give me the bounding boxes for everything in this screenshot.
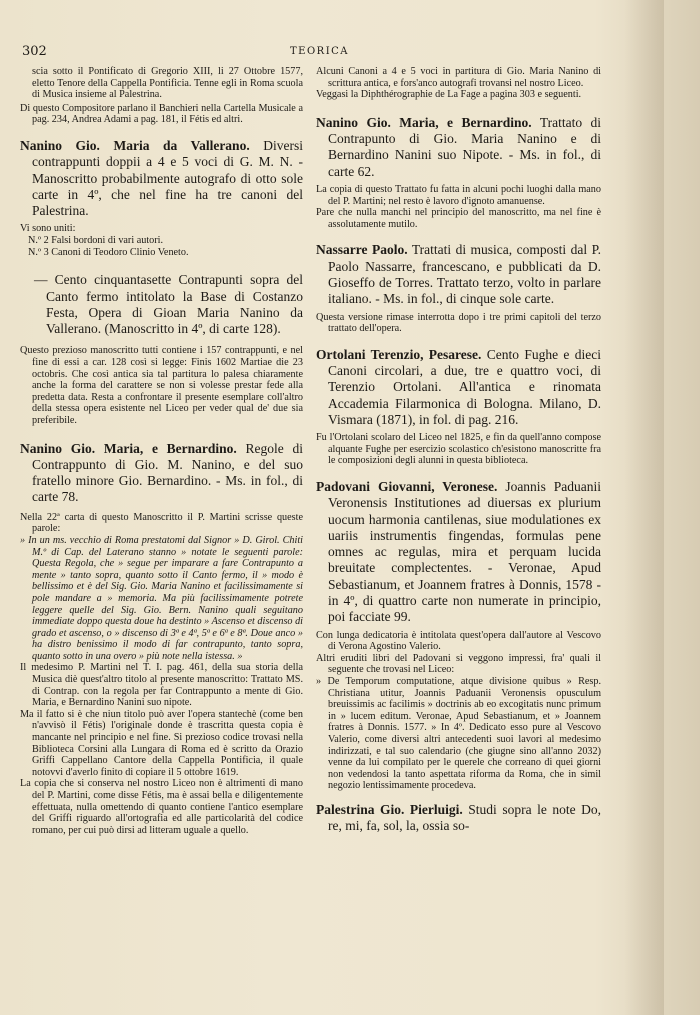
entry-text: Trattati di musica, composti dal P. Paolo Nassarre, francescano, e pubblicati da D. Gioseffo de Torres. Trattato terzo, volto in parlare italiano. - Ms. in fol., di cinque sole carte. <box>328 242 601 307</box>
catalog-entry <box>316 347 601 428</box>
note-paragraph: Vi sono uniti: <box>20 223 76 235</box>
entry-text: Studi sopra le note Do, re, mi, fa, sol, la, ossia so- <box>328 801 601 834</box>
note-paragraph: scia sotto il Pontificato di Gregorio XIII, li 27 Ottobre 1577, eletto Tenore della Cappella Pontificia. Tenne egli in Roma scuola di Musica insieme al Palestrina. <box>32 66 303 101</box>
entry-heading: Nanino Gio. Maria da Vallerano. <box>20 137 250 153</box>
catalog-entry <box>20 441 303 506</box>
entry-heading: Ortolani Terenzio, Pesarese. <box>316 346 482 362</box>
entry-text: Trattato di Contrapunto di Gio. Maria Nanino e di Bernardino Nanini suo Nipote. - Ms. in fol., di carte 62. <box>328 114 602 179</box>
note-paragraph: Altri eruditi libri del Padovani si veggono impressi, fra' quali il seguente che trovasi nel Liceo: <box>316 652 601 676</box>
note-paragraph: N.º 3 Canoni di Teodoro Clinio Veneto. <box>28 246 189 258</box>
running-head: TEORICA <box>290 46 350 57</box>
note-paragraph: La copia che si conserva nel nostro Liceo non è altrimenti di mano del P. Martini, come disse Fétis, ma è assai bella e diligentemente effettuata, nulla omettendo di quanto contiene l'antico esemplare del Griffi riguardo all'ortografia ed alle particolarità del codice romano, per cui può dirsi ad litteram uguale a quello. <box>20 778 303 836</box>
catalog-entry <box>316 242 601 307</box>
entry-heading: Nanino Gio. Maria, e Bernardino. <box>20 440 237 456</box>
note-paragraph: Veggasi la Diphthérographie de La Fage a pagina 303 e seguenti. <box>316 89 582 101</box>
left-column <box>20 66 303 836</box>
entry-heading: Palestrina Gio. Pierluigi. <box>316 801 463 817</box>
note-paragraph: Questa versione rimase interrotta dopo i tre primi capitoli del terzo trattato dell'opera. <box>316 311 601 335</box>
entry-text: Diversi contrappunti doppii a 4 e 5 voci di G. M. N. - Manoscritto probabilmente autografo di otto sole carte in 4º, che nel fine ha tre canoni del Palestrina. <box>32 137 303 219</box>
catalog-entry <box>316 115 601 180</box>
catalog-entry <box>316 479 601 626</box>
page-header <box>0 44 700 64</box>
entry-heading: Padovani Giovanni, Veronese. <box>316 478 498 494</box>
catalog-entry <box>20 138 303 219</box>
note-paragraph: Ma il fatto si è che niun titolo può aver l'opera stantechè (come ben n'avvisò il Fétis) l'originale donde è trascritta questa copia è mancante nel principio e nel fine. Si prezioso codice trovasi nella Biblioteca Corsini alla Lungara di Roma ed è scritto da Orazio Griffi Cappellano Cantore della Cappella Pontificia, il quale notovvi d'averlo finito di copiare il 5 ottobre 1619. <box>20 708 303 778</box>
quoted-note: » In un ms. vecchio di Roma prestatomi dal Signor » D. Girol. Chiti M.º di Cap. del Laterano stanno » notate le seguenti parole: Questa Regola, che » segue per imparare a fare Contrapunto a mente » tanto sopra, quanto sotto il Canto fermo, il » modo è bellissimo et è del Sig. Gio. Maria Nanino et facilissimamente si pole mandare a » memoria. Ma più facilissimamente potrete leggere quelle del Sig. Gio. Bern. Nanino quali seguitano immediate doppo questa doue ha destinto » Ascenso et discenso di grado et ascenso, o » discenso di 3ª e 4ª, 5ª e 6ª e 8ª. Doue anco » ha distro benissimo il modo di far contrapunto, tanto sopra, quanto sotto in una overo » più note nella istessa. » <box>20 534 303 662</box>
note-paragraph: La copia di questo Trattato fu fatta in alcuni pochi luoghi dalla mano del P. Martini; nel resto è lavoro d'ignoto amanuense. <box>316 183 601 207</box>
page-gutter-shadow <box>624 0 664 1015</box>
note-paragraph: Con lunga dedicatoria è intitolata quest'opera dall'autore al Vescovo di Verona Agostino Valerio. <box>316 629 601 653</box>
note-paragraph: Questo prezioso manoscritto tutti contiene i 157 contrappunti, e nel fine di essi a car. 128 così si legge: Finis 1602 Martiae die 23 octobris. Che così antica sia tal partitura lo palesa chiaramente anche la forma del carattere se non si volesse prestar fede alla predetta data. Resta a confrontare il presente esemplare coll'altro della stessa opera esistente nel Liceo per veder qual de' due sia preferibile. <box>20 345 303 426</box>
right-column <box>316 66 601 835</box>
entry-heading: Nanino Gio. Maria, e Bernardino. <box>316 114 532 130</box>
note-paragraph: » De Temporum computatione, atque divisione quibus » Resp. Christiana utitur, Joannis Paduanii Veronensis opusculum breuissimis ac facilimis » doctrinis ab eo excogitatis nunc primum in » lucem editum. Veronae, Apud Sebastianum, et » Joannem fratres à Donnis. 1577. » In 4º. Dedicato esso pure al Vescovo Valerio, come diversi altri antecedenti suoi lavori al medesimo indirizzati, e tal suo calendario (che giugne sino all'anno 2032) venne da lui compilato per le querele che correano di quei giorni non vedendosi la tanto aspettata riforma da Roma, che in simil negozio lentissimamente procedeva. <box>316 676 601 792</box>
note-paragraph: Il medesimo P. Martini nel T. I. pag. 461, della sua storia della Musica diè quest'altro titolo al presente manoscritto: Trattato MS. di Contrap. con la regola per far Contrappunto a mente di Gio. Maria, e Bernardino Nanini suo nipote. <box>20 662 303 709</box>
note-paragraph: Pare che nulla manchi nel principio del manoscritto, ma nel fine è assolutamente mutilo. <box>316 207 601 230</box>
note-paragraph: Nella 22ª carta di questo Manoscritto il P. Martini scrisse queste parole: <box>20 511 303 535</box>
catalog-entry <box>316 802 601 835</box>
entry-heading: Nassarre Paolo. <box>316 242 408 258</box>
note-paragraph: Fu l'Ortolani scolaro del Liceo nel 1825, e fin da quell'anno compose alquante Fughe per esercizio scolastico ch'esistono manoscritte fra le composizioni degli alunni in questa biblioteca. <box>316 432 601 467</box>
note-paragraph: Di questo Compositore parlano il Banchieri nella Cartella Musicale a pag. 234, Andrea Adami a pag. 181, il Fétis ed altri. <box>20 102 303 126</box>
catalog-entry: — Cento cinquantasette Contrapunti sopra del Canto fermo intitolato la Base di Costanzo Festa, Opera di Gioan Maria Nanino da Vallerano. (Manoscritto in 4º, di carte 128). <box>34 272 303 337</box>
entry-text: Joannis Paduanii Veronensis Institutiones ad diuersas ex plurium uocum harmonia cantilenas, siue modulationes ex uariis instrumentis fingendas, formulas pene omnes ac regulas, mira et perquam lucida breuitate complectentes. - Veronae, Apud Sebastianum, et Joannem fratres à Donnis, 1578 - in 4º, di quattro carte non numerate in principio, poi facciate 99. <box>328 478 601 625</box>
note-paragraph: Alcuni Canoni a 4 e 5 voci in partitura di Gio. Maria Nanino di scrittura antica, e fors'anco autografi trovansi nel nostro Liceo. <box>316 66 601 89</box>
note-paragraph: N.º 2 Falsi bordoni di vari autori. <box>28 235 164 247</box>
page-number: 302 <box>22 44 47 59</box>
entry-text: Regole di Contrappunto di Gio. M. Nanino, e del suo fratello minore Gio. Bernardino. - Ms. in fol., di carte 78. <box>32 440 303 505</box>
entry-text: Cento Fughe e dieci Canoni circolari, a due, tre e quattro voci, di Terenzio Ortolani. All'antica e rinomata Accademia Filarmonica di Bologna. Milano, D. Vismara (1871), in fol. di pag. 216. <box>328 346 602 427</box>
